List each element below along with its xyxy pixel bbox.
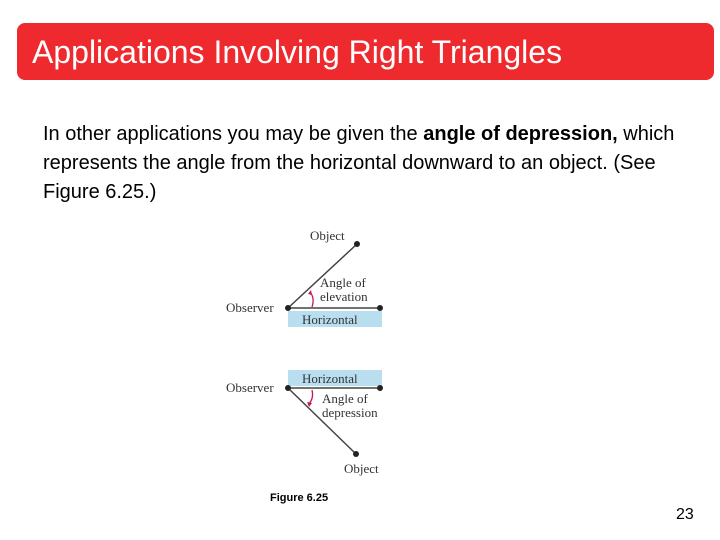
body-text-bold: angle of depression, (423, 123, 618, 145)
label-object-bottom: Object (344, 461, 379, 476)
label-object-top: Object (310, 228, 345, 243)
horizontal-end-bottom (377, 385, 383, 391)
observer-point-top (285, 305, 291, 311)
figure-caption: Figure 6.25 (270, 492, 329, 504)
body-text-suffix: which represents the angle from the horizontal downward to an object. (See Figure 6.25.) (43, 123, 675, 203)
label-horizontal-bottom: Horizontal (302, 371, 358, 386)
label-horizontal-top: Horizontal (302, 312, 358, 327)
figure-6-25 (220, 222, 395, 482)
depression-arc-arrow-icon (309, 390, 313, 404)
label-angle-top-2: elevation (320, 289, 368, 304)
label-angle-bottom-1: Angle of (322, 391, 368, 406)
body-text-prefix: In other applications you may be given the (43, 123, 424, 145)
label-angle-top-1: Angle of (320, 275, 366, 290)
page-number: 23 (676, 506, 694, 523)
object-point-top (354, 241, 360, 247)
horizontal-end-top (377, 305, 383, 311)
elevation-arrowhead-icon (308, 290, 312, 295)
body-paragraph (43, 120, 703, 207)
title-bar (17, 23, 714, 80)
slide-title: Applications Involving Right Triangles (32, 34, 563, 70)
label-angle-bottom-2: depression (322, 405, 378, 420)
label-observer-bottom: Observer (226, 380, 274, 395)
observer-point-bottom (285, 385, 291, 391)
label-observer-top: Observer (226, 300, 274, 315)
object-point-bottom (353, 451, 359, 457)
